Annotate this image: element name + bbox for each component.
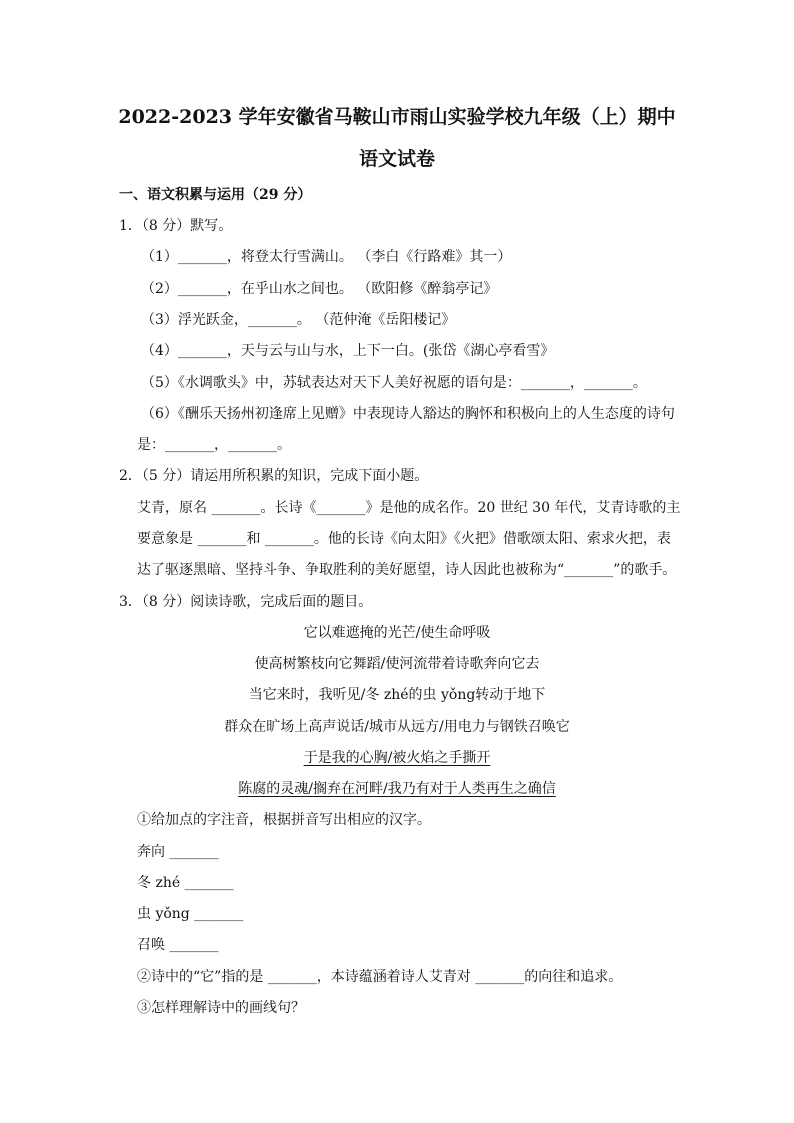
question-2-line: 艾青，原名 _______。长诗《_______》是他的成名作。20 世纪 30 年代，艾青诗歌的主 [137, 500, 681, 516]
exam-title-line2: 语文试卷 [358, 148, 435, 170]
poem-line: 群众在旷场上高声说话/城市从远方/用电力与钢铁召唤它 [224, 719, 570, 735]
poem-line-underlined [0, 780, 794, 798]
poem-line-underlined [0, 749, 794, 767]
question-1-item: （5）《水调歌头》中，苏轼表达对天下人美好祝愿的语句是：_______，_______。 [141, 375, 647, 391]
exam-title-line1: 2022-2023 学年安徽省马鞍山市雨山实验学校九年级（上）期中 [118, 106, 676, 128]
question-2-stem: 2．（5 分）请运用所积累的知识，完成下面小题。 [119, 468, 429, 484]
question-1-stem: 1．（8 分）默写。 [119, 218, 233, 234]
question-3-sub3: ③怎样理解诗中的画线句？ [137, 1000, 305, 1016]
question-2-line: 要意象是 _______和 _______。他的长诗《向太阳》《火把》借歌颂太阳、索求火把，表 [137, 531, 671, 547]
pinyin-item: 虫 yǒng _______ [137, 906, 244, 922]
question-1-item: （3）浮光跃金，_______。 （范仲淹《岳阳楼记》 [141, 312, 456, 328]
poem-line: 它以难遮掩的光芒/使生命呼吸 [303, 625, 491, 641]
question-1-item: （4）_______，天与云与山与水，上下一白。(张岱《湖心亭看雪》 [141, 343, 555, 359]
pinyin-item: 奔向 _______ [137, 844, 219, 860]
question-3-stem: 3．（8 分）阅读诗歌，完成后面的题目。 [119, 594, 373, 610]
section-heading: 一、语文积累与运用（29 分） [119, 187, 312, 203]
poem-line: 使高树繁枝向它舞蹈/使河流带着诗歌奔向它去 [254, 656, 540, 672]
poem-line: 当它来时，我听见/冬 zhé的虫 yǒng转动于地下 [248, 687, 546, 703]
pinyin-item: 冬 zhé _______ [137, 875, 234, 891]
pinyin-item: 召唤 _______ [137, 937, 219, 953]
underlined-text: 于是我的心胸/被火焰之手撕开 [303, 750, 491, 766]
underlined-text: 陈腐的灵魂/搁弃在河畔/我乃有对于人类再生之确信 [238, 781, 556, 797]
question-1-item: （2）_______，在乎山水之间也。 （欧阳修《醉翁亭记》 [141, 281, 498, 297]
question-1-item: （1）_______，将登太行雪满山。 （李白《行路难》其一） [141, 249, 512, 265]
question-1-item: 是：_______，_______。 [137, 437, 291, 453]
question-3-sub1: ①给加点的字注音，根据拼音写出相应的汉字。 [137, 812, 431, 828]
question-2-line: 达了驱逐黑暗、坚持斗争、争取胜利的美好愿望，诗人因此也被称为“_______”的歌手。 [137, 562, 677, 578]
question-1-item: （6）《酬乐天扬州初逢席上见赠》中表现诗人豁达的胸怀和积极向上的人生态度的诗句 [141, 406, 675, 422]
question-3-sub2: ②诗中的“它”指的是 _______，本诗蕴涵着诗人艾青对 _______的向往和追求。 [137, 969, 623, 985]
